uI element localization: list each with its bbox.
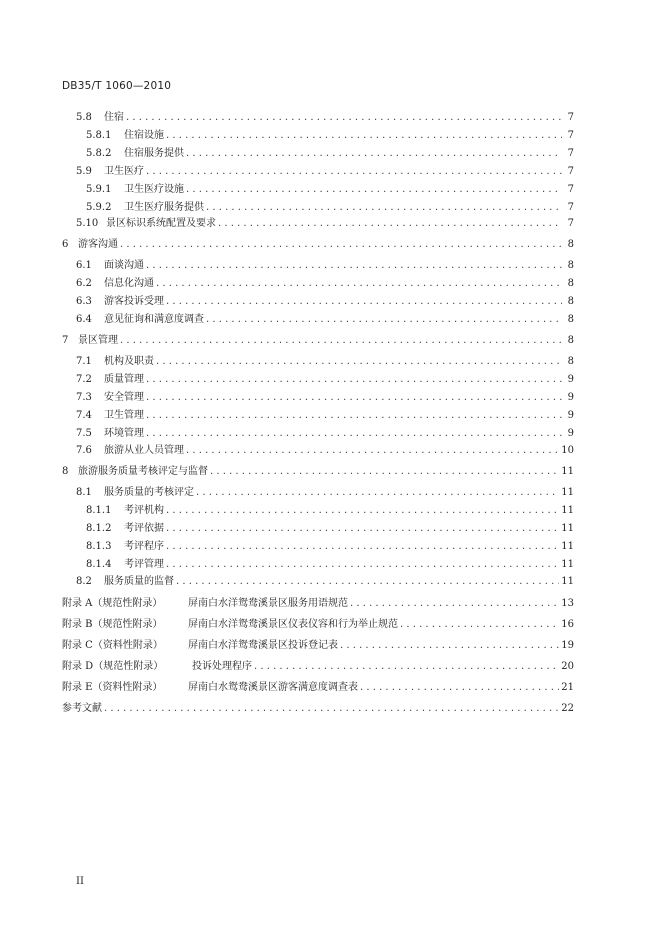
toc-entry-title: 屏南白水洋鸳鸯溪景区仪表仪容和行为举止规范 — [188, 619, 398, 630]
toc-leader-dots — [176, 575, 559, 589]
toc-entry-page-number: 8 — [567, 239, 574, 250]
toc-entry-page-number: 9 — [567, 410, 574, 421]
toc-leader-dots — [218, 217, 562, 231]
toc-entry-page-number: 7 — [567, 218, 574, 229]
toc-entry-title: 旅游服务质量考核评定与监督 — [78, 466, 208, 477]
toc-leader-dots — [146, 391, 562, 405]
toc-entry-page-number: 7 — [567, 166, 574, 177]
toc-entry-page-number: 9 — [567, 428, 574, 439]
toc-entry-number: 5.9.2 — [86, 202, 112, 213]
toc-leader-dots — [254, 660, 559, 674]
toc-entry-page-number: 8 — [567, 296, 574, 307]
toc-entry[interactable] — [76, 391, 574, 405]
toc-leader-dots — [166, 558, 559, 572]
toc-entry-title: 卫生管理 — [104, 410, 144, 421]
toc-entry-number: 7.5 — [76, 428, 92, 439]
toc-entry-number: 5.8 — [76, 112, 92, 123]
toc-entry-number: 附录 A（规范性附录） — [62, 598, 163, 609]
toc-entry-title: 游客沟通 — [78, 239, 118, 250]
page-number-footer: II — [76, 876, 84, 887]
toc-entry[interactable] — [62, 238, 574, 252]
toc-entry-title: 卫生医疗 — [104, 166, 144, 177]
toc-entry[interactable] — [76, 259, 574, 273]
toc-entry-number: 5.10 — [76, 218, 99, 229]
toc-entry-page-number: 8 — [567, 260, 574, 271]
toc-leader-dots — [186, 183, 562, 197]
toc-entry[interactable] — [86, 147, 574, 161]
toc-leader-dots — [166, 522, 559, 536]
toc-entry[interactable] — [76, 355, 574, 369]
toc-entry-number: 7.3 — [76, 392, 92, 403]
toc-leader-dots — [166, 504, 559, 518]
toc-entry-page-number: 7 — [567, 148, 574, 159]
toc-entry-title: 住宿服务提供 — [124, 148, 184, 159]
toc-entry-title: 屏南白水鸳鸯溪景区游客满意度调查表 — [188, 682, 358, 693]
toc-entry-title: 游客投诉受理 — [104, 296, 164, 307]
toc-entry-number: 8.1.4 — [86, 559, 112, 570]
toc-entry[interactable] — [76, 111, 574, 125]
toc-entry-number: 6.2 — [76, 278, 92, 289]
toc-leader-dots — [360, 681, 559, 695]
toc-entry-page-number: 11 — [561, 487, 574, 498]
toc-entry-number: 8.1.1 — [86, 505, 112, 516]
toc-entry[interactable] — [62, 702, 574, 716]
toc-entry-number: 附录 E（资料性附录） — [62, 682, 163, 693]
toc-entry[interactable] — [76, 409, 574, 423]
toc-entry-number: 5.9.1 — [86, 184, 112, 195]
toc-leader-dots — [166, 540, 559, 554]
toc-entry-number: 6 — [62, 239, 69, 250]
toc-entry-page-number: 7 — [567, 112, 574, 123]
toc-entry[interactable] — [76, 575, 574, 589]
toc-entry[interactable] — [76, 165, 574, 179]
toc-entry-page-number: 20 — [561, 661, 574, 672]
toc-entry[interactable] — [76, 295, 574, 309]
toc-leader-dots — [210, 465, 559, 479]
toc-entry[interactable] — [62, 618, 574, 632]
toc-entry-number: 附录 C（资料性附录） — [62, 640, 163, 651]
toc-entry-page-number: 8 — [567, 356, 574, 367]
toc-entry[interactable] — [86, 522, 574, 536]
toc-entry-number: 7.4 — [76, 410, 92, 421]
toc-entry-title: 质量管理 — [104, 374, 144, 385]
toc-entry-number: 7.2 — [76, 374, 92, 385]
toc-entry[interactable] — [76, 486, 574, 500]
toc-entry[interactable] — [76, 427, 574, 441]
toc-entry-title: 意见征询和满意度调查 — [104, 314, 204, 325]
toc-leader-dots — [120, 238, 562, 252]
toc-entry-page-number: 7 — [567, 184, 574, 195]
toc-entry-title: 住宿设施 — [124, 130, 164, 141]
toc-entry[interactable] — [62, 465, 574, 479]
toc-leader-dots — [186, 444, 559, 458]
toc-entry-number: 8.1.3 — [86, 541, 112, 552]
toc-entry-number: 7.1 — [76, 356, 92, 367]
toc-entry-title: 考评依据 — [124, 523, 164, 534]
toc-entry-title: 卫生医疗设施 — [124, 184, 184, 195]
toc-entry[interactable] — [86, 504, 574, 518]
toc-entry-number: 8 — [62, 466, 69, 477]
toc-entry-title: 参考文献 — [62, 703, 102, 714]
toc-entry-title: 旅游从业人员管理 — [104, 445, 184, 456]
toc-leader-dots — [340, 639, 559, 653]
toc-entry-number: 5.8.2 — [86, 148, 112, 159]
toc-entry-number: 5.9 — [76, 166, 92, 177]
toc-leader-dots — [120, 334, 562, 348]
toc-entry-page-number: 11 — [561, 505, 574, 516]
toc-leader-dots — [156, 355, 562, 369]
toc-entry-number: 6.3 — [76, 296, 92, 307]
toc-leader-dots — [196, 486, 559, 500]
toc-entry[interactable] — [76, 373, 574, 387]
toc-leader-dots — [156, 277, 562, 291]
toc-entry-page-number: 8 — [567, 278, 574, 289]
toc-leader-dots — [166, 295, 562, 309]
toc-entry-page-number: 11 — [561, 576, 574, 587]
toc-entry-page-number: 7 — [567, 130, 574, 141]
toc-entry-number: 6.4 — [76, 314, 92, 325]
toc-entry[interactable] — [76, 277, 574, 291]
toc-entry-page-number: 8 — [567, 314, 574, 325]
toc-leader-dots — [206, 201, 562, 215]
toc-entry-title: 信息化沟通 — [104, 278, 154, 289]
toc-entry[interactable] — [86, 558, 574, 572]
toc-entry-title: 景区管理 — [78, 335, 118, 346]
toc-entry-title: 面谈沟通 — [104, 260, 144, 271]
toc-entry-page-number: 11 — [561, 466, 574, 477]
toc-entry-number: 8.1.2 — [86, 523, 112, 534]
toc-entry[interactable] — [76, 217, 574, 231]
toc-entry-title: 投诉处理程序 — [192, 661, 252, 672]
toc-leader-dots — [146, 165, 562, 179]
toc-entry-number: 附录 D（规范性附录） — [62, 661, 164, 672]
toc-entry-page-number: 11 — [561, 541, 574, 552]
toc-leader-dots — [146, 373, 562, 387]
toc-entry-page-number: 11 — [561, 559, 574, 570]
toc-leader-dots — [146, 259, 562, 273]
toc-entry[interactable] — [76, 444, 574, 458]
toc-entry-page-number: 22 — [561, 703, 574, 714]
toc-entry[interactable] — [86, 129, 574, 143]
toc-entry-page-number: 19 — [561, 640, 574, 651]
toc-entry-number: 8.2 — [76, 576, 92, 587]
toc-entry[interactable] — [62, 334, 574, 348]
toc-entry[interactable] — [62, 660, 574, 674]
toc-entry-number: 附录 B（规范性附录） — [62, 619, 163, 630]
toc-leader-dots — [350, 597, 559, 611]
toc-entry-title: 卫生医疗服务提供 — [124, 202, 204, 213]
toc-leader-dots — [146, 409, 562, 423]
toc-entry-title: 安全管理 — [104, 392, 144, 403]
toc-entry-page-number: 13 — [561, 598, 574, 609]
toc-entry[interactable] — [86, 183, 574, 197]
toc-entry-number: 5.8.1 — [86, 130, 112, 141]
toc-entry[interactable] — [76, 313, 574, 327]
toc-entry-title: 服务质量的考核评定 — [104, 487, 194, 498]
toc-entry-page-number: 7 — [567, 202, 574, 213]
toc-entry-page-number: 9 — [567, 374, 574, 385]
toc-leader-dots — [206, 313, 562, 327]
toc-entry-number: 6.1 — [76, 260, 92, 271]
toc-entry-title: 考评程序 — [124, 541, 164, 552]
toc-entry[interactable] — [62, 597, 574, 611]
toc-entry-title: 景区标识系统配置及要求 — [106, 218, 216, 229]
toc-entry-number: 8.1 — [76, 487, 92, 498]
toc-entry-page-number: 11 — [561, 523, 574, 534]
toc-leader-dots — [126, 111, 562, 125]
toc-entry[interactable] — [86, 201, 574, 215]
toc-entry-page-number: 9 — [567, 392, 574, 403]
toc-entry-title: 屏南白水洋鸳鸯溪景区投诉登记表 — [188, 640, 338, 651]
toc-entry-title: 考评管理 — [124, 559, 164, 570]
toc-entry[interactable] — [62, 639, 574, 653]
toc-leader-dots — [186, 147, 562, 161]
toc-entry-page-number: 21 — [561, 682, 574, 693]
toc-entry-number: 7 — [62, 335, 69, 346]
toc-entry[interactable] — [86, 540, 574, 554]
toc-entry-title: 住宿 — [104, 112, 124, 123]
document-id-header: DB35/T 1060—2010 — [62, 80, 172, 92]
toc-entry-title: 考评机构 — [124, 505, 164, 516]
toc-entry-number: 7.6 — [76, 445, 92, 456]
toc-leader-dots — [104, 702, 559, 716]
toc-entry-title: 屏南白水洋鸳鸯溪景区服务用语规范 — [188, 598, 348, 609]
toc-entry-title: 环境管理 — [104, 428, 144, 439]
toc-entry-page-number: 16 — [561, 619, 574, 630]
toc-leader-dots — [146, 427, 562, 441]
toc-entry[interactable] — [62, 681, 574, 695]
toc-entry-title: 机构及职责 — [104, 356, 154, 367]
toc-entry-page-number: 8 — [567, 335, 574, 346]
toc-entry-title: 服务质量的监督 — [104, 576, 174, 587]
toc-entry-page-number: 10 — [561, 445, 574, 456]
toc-leader-dots — [166, 129, 562, 143]
toc-leader-dots — [400, 618, 559, 632]
